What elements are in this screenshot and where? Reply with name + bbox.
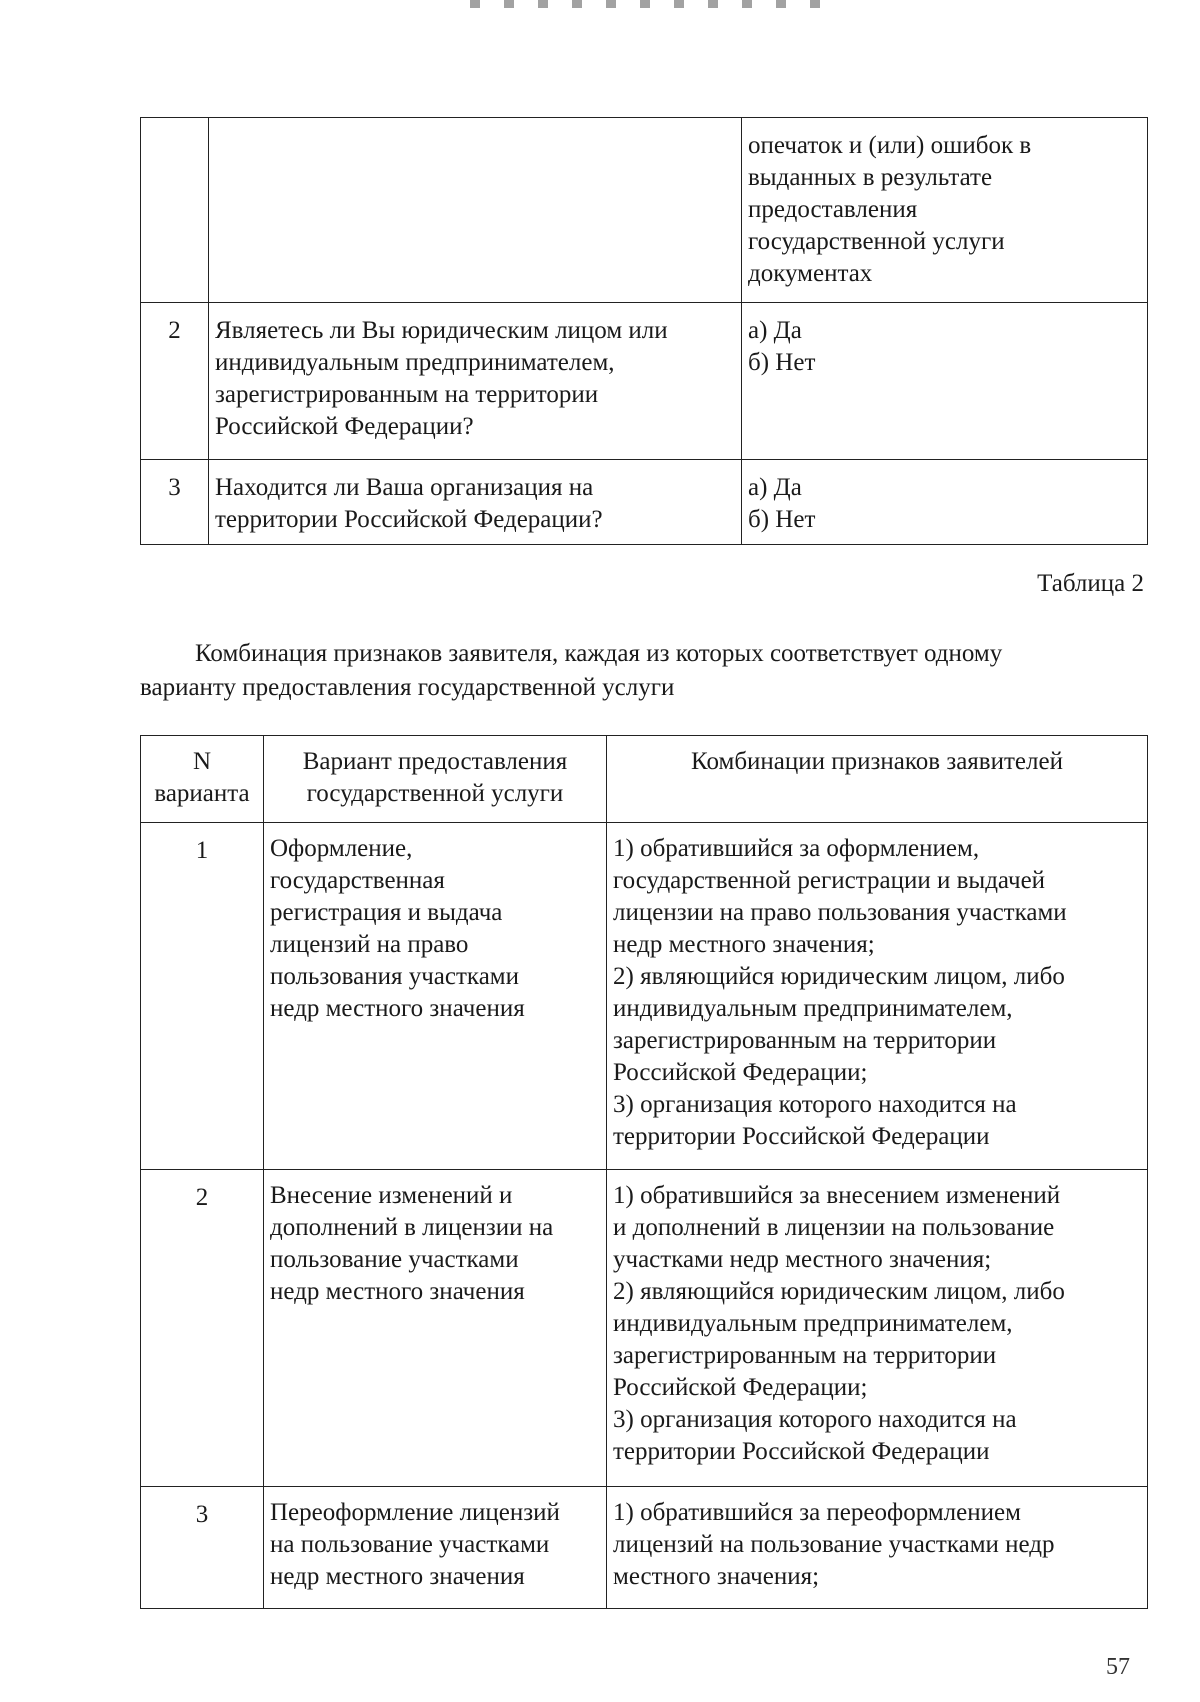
text-line: б) Нет [748, 349, 816, 376]
column-header-number [141, 736, 264, 823]
text-line: территории Российской Федерации [613, 1438, 990, 1465]
text-line: документах [748, 260, 873, 287]
table-heading [140, 637, 1140, 705]
variant-number: 3 [141, 1487, 264, 1609]
variant-number: 2 [141, 1170, 264, 1487]
row-number: 3 [141, 460, 209, 545]
text-line: Вариант предоставления [302, 748, 568, 775]
text-line: территории Российской Федерации [613, 1123, 990, 1150]
text-line: дополнений в лицензии на [270, 1214, 554, 1241]
text-line: опечаток и (или) ошибок в [748, 132, 1032, 159]
text-line: Являетесь ли Вы юридическим лицом или [215, 317, 668, 344]
text-line: варианта [154, 780, 250, 807]
text-line: и дополнений в лицензии на пользование [613, 1214, 1055, 1241]
text-line: 3) организация которого находится на [613, 1091, 1017, 1118]
text-line: Российской Федерации; [613, 1374, 868, 1401]
questions-table [140, 117, 1148, 545]
text-line: Российской Федерации? [215, 413, 474, 440]
header-row [141, 736, 1148, 823]
text-line: выданных в результате [748, 164, 993, 191]
row-number [141, 118, 209, 303]
answer-cell [742, 460, 1148, 545]
text-line: индивидуальным предпринимателем, [613, 995, 1013, 1022]
question-cell [209, 303, 742, 460]
text-line: Находится ли Ваша организация на [215, 474, 594, 501]
text-line: местного значения; [613, 1563, 820, 1590]
text-line: недр местного значения; [613, 931, 875, 958]
answer-cell [742, 303, 1148, 460]
text-line: лицензии на право пользования участками [613, 899, 1067, 926]
text-line: зарегистрированным на территории [215, 381, 599, 408]
combination-cell [607, 1487, 1148, 1609]
text-line: государственная [270, 867, 445, 894]
question-cell [209, 460, 742, 545]
variants-table [140, 735, 1148, 1609]
scan-artifact-marks [470, 0, 830, 8]
text-line: зарегистрированным на территории [613, 1027, 997, 1054]
text-line: на пользование участками [270, 1531, 550, 1558]
text-line: N [192, 748, 212, 775]
page-number: 57 [1106, 1654, 1130, 1680]
text-line: недр местного значения [270, 1563, 525, 1590]
text-line: индивидуальным предпринимателем, [215, 349, 615, 376]
text-line: государственной услуги [306, 780, 564, 807]
combination-cell [607, 823, 1148, 1170]
table-caption: Таблица 2 [1037, 570, 1144, 597]
text-line: государственной услуги [748, 228, 1005, 255]
question-cell [209, 118, 742, 303]
heading-line: Комбинация признаков заявителя, каждая из которых соответствует одному [195, 640, 1003, 667]
text-line: предоставления [748, 196, 918, 223]
text-line: пользование участками [270, 1246, 519, 1273]
text-line: индивидуальным предпринимателем, [613, 1310, 1013, 1337]
table-row [141, 823, 1148, 1170]
variant-cell [264, 1170, 607, 1487]
text-line: территории Российской Федерации? [215, 506, 603, 533]
text-line: 1) обратившийся за внесением изменений [613, 1182, 1061, 1209]
text-line: регистрация и выдача [270, 899, 503, 926]
combination-cell [607, 1170, 1148, 1487]
table-row [141, 118, 1148, 303]
variant-cell [264, 823, 607, 1170]
text-line: Переоформление лицензий [270, 1499, 560, 1526]
column-header-variant [264, 736, 607, 823]
text-line: лицензий на право [270, 931, 469, 958]
variant-number: 1 [141, 823, 264, 1170]
text-line: лицензий на пользование участками недр [613, 1531, 1055, 1558]
text-line: зарегистрированным на территории [613, 1342, 997, 1369]
text-line: государственной регистрации и выдачей [613, 867, 1046, 894]
row-number: 2 [141, 303, 209, 460]
answer-cell [742, 118, 1148, 303]
table-row [141, 1170, 1148, 1487]
text-line: пользования участками [270, 963, 519, 990]
text-line: участками недр местного значения; [613, 1246, 992, 1273]
text-line: 2) являющийся юридическим лицом, либо [613, 963, 1065, 990]
text-line: Российской Федерации; [613, 1059, 868, 1086]
text-line: недр местного значения [270, 1278, 525, 1305]
text-line: 1) обратившийся за переоформлением [613, 1499, 1021, 1526]
column-header-combinations: Комбинации признаков заявителей [607, 736, 1148, 823]
text-line: 1) обратившийся за оформлением, [613, 835, 980, 862]
text-line: 3) организация которого находится на [613, 1406, 1017, 1433]
table-row [141, 303, 1148, 460]
text-line: недр местного значения [270, 995, 525, 1022]
heading-line: варианту предоставления государственной услуги [140, 674, 675, 701]
text-line: б) Нет [748, 506, 816, 533]
table-row [141, 460, 1148, 545]
text-line: а) Да [748, 474, 802, 501]
text-line: а) Да [748, 317, 802, 344]
text-line: Внесение изменений и [270, 1182, 513, 1209]
variant-cell [264, 1487, 607, 1609]
table-row [141, 1487, 1148, 1609]
text-line: Оформление, [270, 835, 413, 862]
text-line: 2) являющийся юридическим лицом, либо [613, 1278, 1065, 1305]
